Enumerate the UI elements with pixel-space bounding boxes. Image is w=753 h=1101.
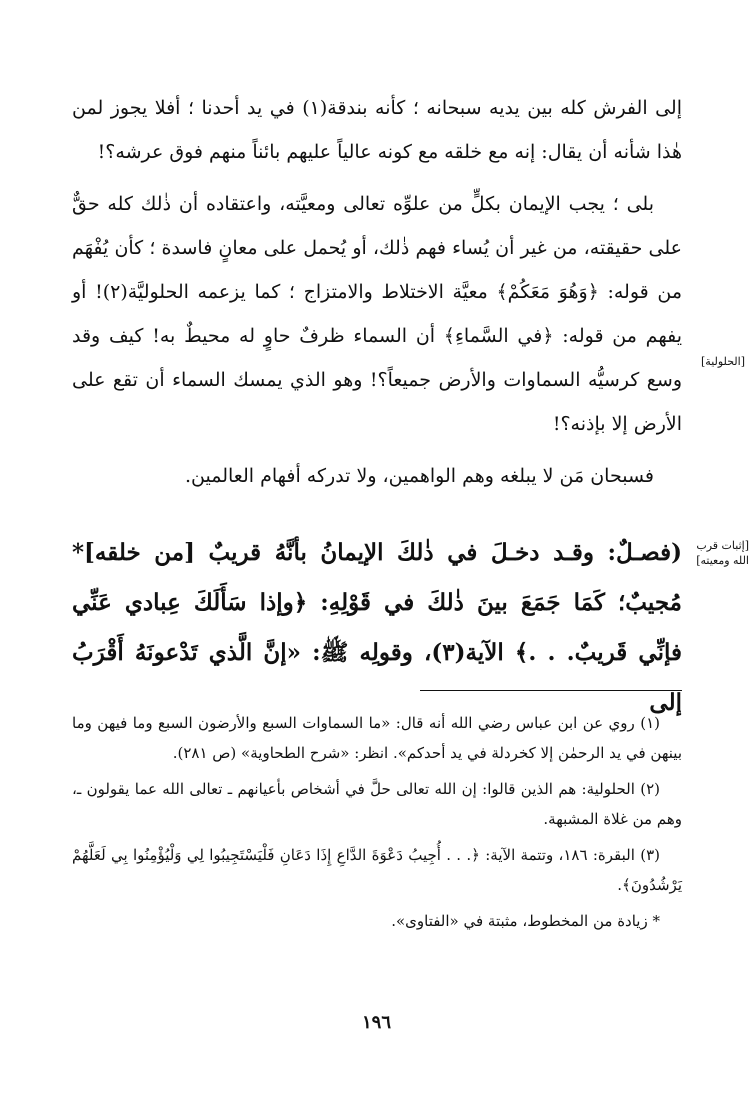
margin-note-section-title: [إثبات قرب الله ومعيته] <box>696 539 749 567</box>
footnote-2: (٢) الحلولية: هم الذين قالوا: إن الله تعالى حلَّ في أشخاص بأعيانهم ـ تعالى الله عما يقولون ـ، وهم من غلاة المشبهة. <box>72 780 682 828</box>
footnote-1: (١) روي عن ابن عباس رضي الله أنه قال: «ما السماوات السبع والأرضون السبع وما فيهن وما بينهن في يد الرحمٰن إلا كخردلة في يد أحدكم». انظر: «شرح الطحاوية» (ص ٢٨١). <box>72 714 682 762</box>
paragraph-1: إلى الفرش كله بين يديه سبحانه ؛ كأنه بندقة(١) في يد أحدنا ؛ أفلا يجوز لمن هٰذا شأنه أن يقال: إنه مع خلقه مع كونه عالياً عليهم بائناً منهم فوق عرشه؟! <box>72 97 683 163</box>
paragraph-2: بلى ؛ يجب الإيمان بكلٍّ من علوِّه تعالى ومعيَّته، واعتقاده أن ذٰلك كله حقٌّ على حقيقته، من غير أن يُساء فهم ذٰلك، أو يُحمل على معانٍ فاسدة ؛ كأن يُفْهَم من قوله: ﴿وَهُوَ مَعَكُمْ﴾ معيَّة الاختلاط والامتزاج ؛ كما يزعمه الحلوليَّة(٢)! أو يفهم من قوله: ﴿في السَّماءِ﴾ أن السماء ظرفٌ حاوٍ له محيطٌ به! كيف وقد وسع كرسيُّه السماوات والأرض جميعاً؟! وهو الذي يمسك السماء أن تقع على الأرض إلا بإذنه؟! <box>72 193 682 435</box>
section-text <box>72 528 682 728</box>
margin-note-hululiyya: [الحلولية] <box>701 355 745 368</box>
section-paragraph: (فصـلٌ: وقـد دخـلَ في ذٰلكَ الإيمانُ بأنَّهُ قريبٌ [من خلقه]* مُجيبٌ؛ كَمَا جَمَعَ بينَ ذٰلكَ في قَوْلِهِ: ﴿وإذا سَأَلَكَ عِبادي عَنِّي فإنِّي قَريبٌ. . .﴾ الآية(٣)، وقولِه ﷺ: «إنَّ الَّذي تَدْعونَهُ أَقْرَبُ إلى <box>72 539 682 716</box>
footnotes <box>72 708 682 942</box>
page-number: ١٩٦ <box>361 1012 391 1033</box>
footnote-star: * زيادة من المخطوط، مثبتة في «الفتاوى». <box>391 912 660 930</box>
main-text <box>72 86 682 498</box>
footnote-3: (٣) البقرة: ١٨٦، وتتمة الآية: ﴿. . . أُجِيبُ دَعْوَةَ الدَّاعِ إِذَا دَعَانِ فَلْيَسْتَجِيبُوا لِي وَلْيُؤْمِنُوا بِي لَعَلَّهُمْ يَرْشُدُونَ﴾. <box>72 846 682 894</box>
footnote-divider <box>420 690 682 691</box>
paragraph-3: فسبحان مَن لا يبلغه وهم الواهمين، ولا تدركه أفهام العالمين. <box>185 465 654 487</box>
